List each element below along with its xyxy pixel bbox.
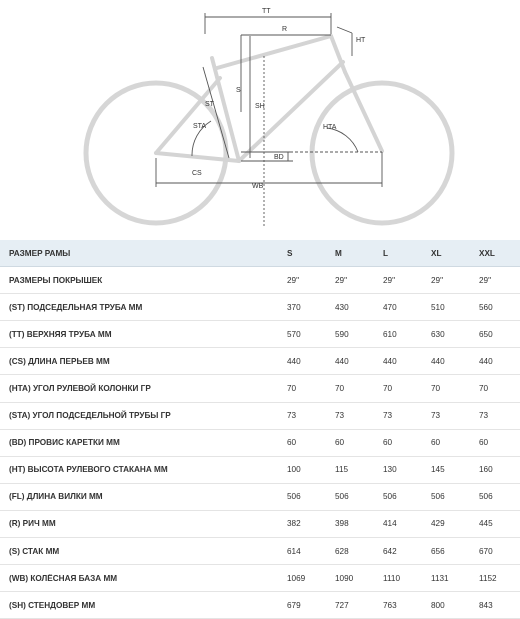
row-value: 1152 [479,573,497,583]
geometry-spec-table [0,240,520,619]
row-value: 29" [431,275,444,285]
row-label: (BD) ПРОВИС КАРЕТКИ ММ [9,438,120,448]
row-value: 614 [287,546,301,556]
row-value: 73 [335,411,345,421]
row-value: 445 [479,519,493,529]
label-tt: TT [262,8,271,15]
row-value: 70 [335,384,345,394]
row-value: 160 [479,465,493,475]
table-row [0,565,520,592]
row-value: 1131 [431,573,449,583]
row-value: 570 [287,329,301,339]
row-value: 430 [335,302,349,312]
row-value: 29" [383,275,396,285]
row-value: 650 [479,329,493,339]
row-value: 510 [431,302,445,312]
row-value: 763 [383,600,397,610]
row-value: 73 [479,411,489,421]
header-size-xxl: XXL [479,240,520,267]
label-sh: SH [255,103,265,110]
row-value: 60 [335,438,345,448]
table-row [0,294,520,321]
row-value: 130 [383,465,397,475]
row-value: 115 [335,465,349,475]
row-value: 843 [479,600,493,610]
row-value: 100 [287,465,301,475]
row-label: (ST) ПОДСЕДЕЛЬНАЯ ТРУБА ММ [9,302,143,312]
row-value: 506 [335,492,349,502]
row-value: 440 [287,356,301,366]
table-row [0,456,520,483]
row-label: (FL) ДЛИНА ВИЛКИ ММ [9,492,103,502]
row-value: 29" [335,275,348,285]
row-label: (HTA) УГОЛ РУЛЕВОЙ КОЛОНКИ ГР [9,384,151,394]
table-row [0,402,520,429]
row-value: 145 [431,465,445,475]
header-size-s: S [287,240,335,267]
row-value: 429 [431,519,445,529]
row-value: 414 [383,519,397,529]
label-cs: CS [192,170,202,177]
row-label: РАЗМЕРЫ ПОКРЫШЕК [9,275,103,285]
label-ht: HT [356,37,366,44]
row-value: 656 [431,546,445,556]
row-value: 29" [287,275,300,285]
row-value: 727 [335,600,349,610]
row-value: 506 [383,492,397,502]
header-size-l: L [383,240,431,267]
label-st: ST [205,101,214,108]
table-row [0,538,520,565]
row-value: 670 [479,546,493,556]
label-sta: STA [193,123,207,130]
row-value: 679 [287,600,301,610]
row-value: 70 [479,384,489,394]
label-r: R [282,26,288,33]
row-value: 440 [479,356,493,366]
header-size-xl: XL [431,240,479,267]
row-value: 1110 [383,573,400,583]
row-value: 60 [287,438,297,448]
table-row [0,321,520,348]
table-row [0,375,520,402]
table-row [0,348,520,375]
table-row [0,429,520,456]
row-value: 29" [479,275,492,285]
label-hta: HTA [323,124,337,131]
row-value: 73 [383,411,393,421]
row-label: (SH) СТЕНДОВЕР ММ [9,600,96,610]
row-value: 440 [383,356,397,366]
dimension-lines [156,13,382,228]
table-row [0,510,520,537]
row-value: 1090 [335,573,354,583]
row-label: (CS) ДЛИНА ПЕРЬЕВ ММ [9,356,110,366]
row-label: (TT) ВЕРХНЯЯ ТРУБА ММ [9,329,112,339]
header-size-m: M [335,240,383,267]
bike-geometry-diagram [0,0,520,240]
row-value: 70 [431,384,441,394]
row-label: (STA) УГОЛ ПОДСЕДЕЛЬНОЙ ТРУБЫ ГР [9,411,171,421]
row-value: 60 [479,438,489,448]
row-value: 590 [335,329,349,339]
header-frame-size: РАЗМЕР РАМЫ [0,240,287,267]
table-row [0,592,520,619]
row-value: 506 [287,492,301,502]
bike-frame [156,36,382,161]
row-value: 73 [431,411,441,421]
row-label: (HT) ВЫСОТА РУЛЕВОГО СТАКАНА ММ [9,465,168,475]
row-value: 800 [431,600,445,610]
row-value: 60 [383,438,393,448]
row-value: 610 [383,329,397,339]
row-value: 642 [383,546,397,556]
row-value: 1069 [287,573,306,583]
table-header-row [0,240,520,267]
row-value: 382 [287,519,301,529]
row-value: 73 [287,411,297,421]
row-value: 440 [335,356,349,366]
row-value: 398 [335,519,349,529]
row-value: 560 [479,302,493,312]
top-tube [217,36,331,68]
row-value: 506 [479,492,493,502]
row-value: 440 [431,356,445,366]
label-wb: WB [252,183,264,190]
row-value: 506 [431,492,445,502]
label-bd: BD [274,154,284,161]
row-value: 60 [431,438,441,448]
row-value: 70 [287,384,297,394]
row-label: (WB) КОЛЁСНАЯ БАЗА ММ [9,573,118,583]
table-row [0,483,520,510]
row-value: 70 [383,384,393,394]
table-row [0,267,520,294]
label-s: S [236,87,241,94]
row-label: (R) РИЧ ММ [9,519,56,529]
row-value: 630 [431,329,445,339]
row-value: 470 [383,302,397,312]
row-label: (S) СТАК ММ [9,546,60,556]
row-value: 370 [287,302,301,312]
row-value: 628 [335,546,349,556]
